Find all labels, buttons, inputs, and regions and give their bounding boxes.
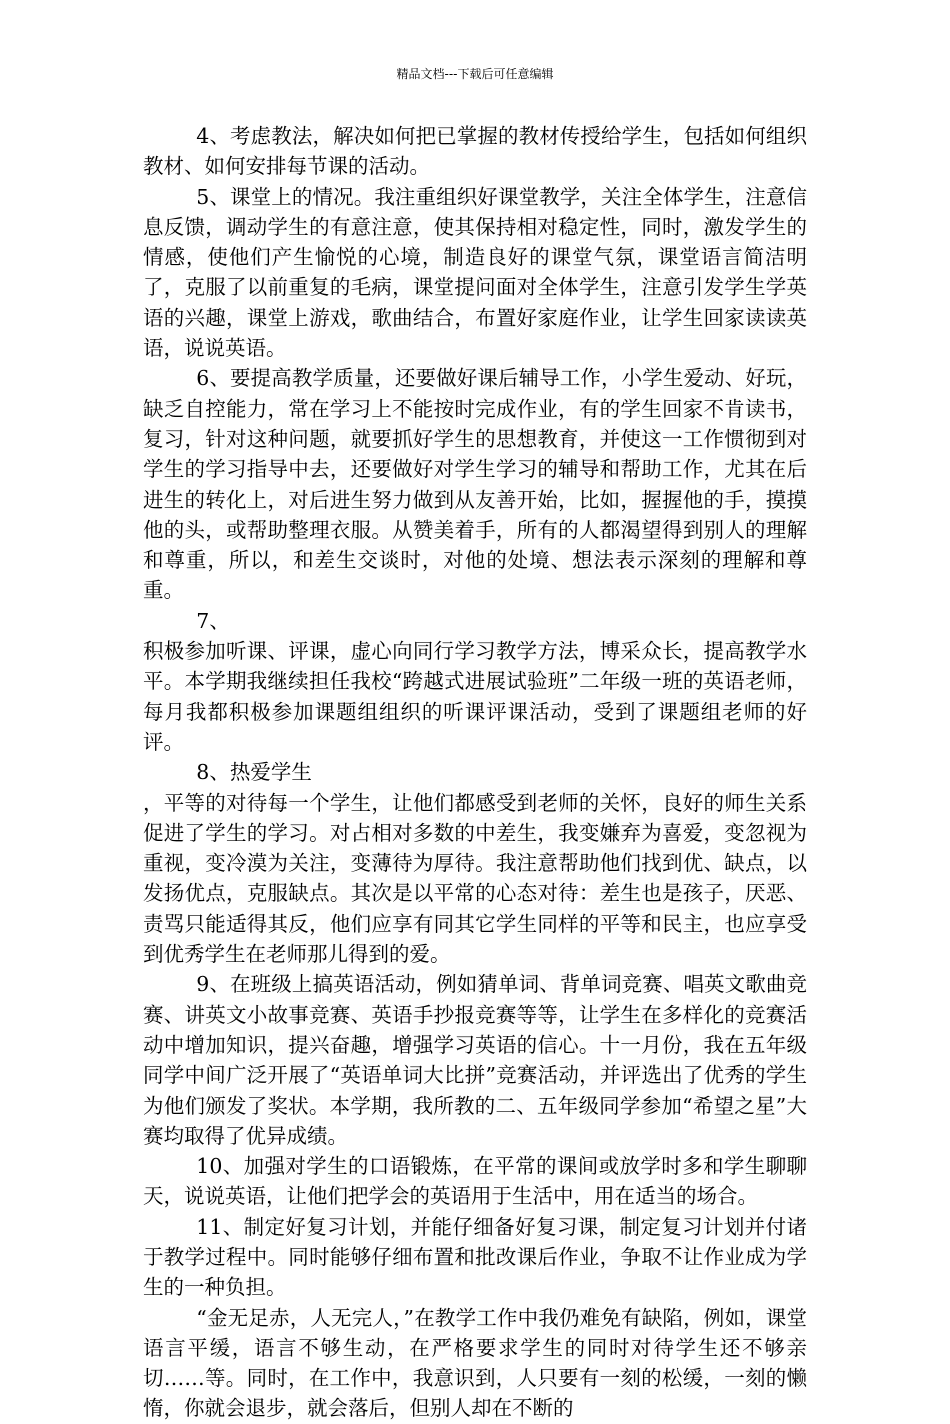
paragraph-item-6: 6、要提高教学质量，还要做好课后辅导工作，小学生爱动、好玩，缺乏自控能力，常在学习上不能按时完成作业，有的学生回家不肯读书，复习，针对这种问题，就要抓好学生的思想教育，并使这一工作惯彻到对学生的学习指导中去，还要做好对学生学习的辅导和帮助工作，尤其在后进生的转化上，对后进生努力做到从友善开始，比如，握握他的手，摸摸他的头，或帮助整理衣服。从赞美着手，所有的人都渴望得到别人的理解和尊重，所以，和差生交谈时，对他的处境、想法表示深刻的理解和尊重。 [143, 366, 807, 603]
paragraph-item-9: 9、在班级上搞英语活动，例如猜单词、背单词竞赛、唱英文歌曲竞赛、讲英文小故事竞赛、英语手抄报竞赛等等，让学生在多样化的竞赛活动中增加知识，提兴奋趣，增强学习英语的信心。十一月份，我在五年级同学中间广泛开展了“英语单词大比拼”竞赛活动，并评选出了优秀的学生为他们颁发了奖状。本学期，我所教的二、五年级同学参加“希望之星”大赛均取得了优异成绩。 [143, 972, 807, 1148]
paragraph-item-8-body: ，平等的对待每一个学生，让他们都感受到老师的关怀，良好的师生关系促进了学生的学习。对占相对多数的中差生，我变嫌弃为喜爱，变忽视为重视，变冷漠为关注，变薄待为厚待。我注意帮助他们找到优、缺点，以发扬优点，克服缺点。其次是以平常的心态对待：差生也是孩子，厌恶、责骂只能适得其反，他们应享有同其它学生同样的平等和民主，也应享受到优秀学生在老师那儿得到的爱。 [143, 790, 807, 967]
paragraph-item-11: 11、制定好复习计划，并能仔细备好复习课，制定复习计划并付诸于教学过程中。同时能够仔细布置和批改课后作业，争取不让作业成为学生的一种负担。 [143, 1214, 807, 1300]
paragraph-item-7-number: 7、 [196, 608, 230, 633]
document-body [143, 121, 807, 1424]
paragraph-item-5: 5、课堂上的情况。我注重组织好课堂教学，关注全体学生，注意信息反馈，调动学生的有意注意，使其保持相对稳定性，同时，激发学生的情感，使他们产生愉悦的心境，制造良好的课堂气氛，课堂语言简洁明了，克服了以前重复的毛病，课堂提问面对全体学生，注意引发学生学英语的兴趣，课堂上游戏，歌曲结合，布置好家庭作业，让学生回家读读英语，说说英语。 [143, 184, 807, 361]
page-header: 精品文档---下载后可任意编辑 [396, 67, 554, 81]
paragraph-closing: “金无足赤，人无完人，”在教学工作中我仍难免有缺陷，例如，课堂语言平缓，语言不够生动，在严格要求学生的同时对待学生还不够亲切……等。同时，在工作中，我意识到，人只要有一刻的松缓，一刻的懒惰，你就会退步，就会落后，但别人却在不断的 [143, 1305, 807, 1421]
paragraph-item-4: 4、考虑教法，解决如何把已掌握的教材传授给学生，包括如何组织教材、如何安排每节课的活动。 [143, 124, 807, 179]
paragraph-item-7-body: 积极参加听课、评课，虚心向同行学习教学方法，博采众长，提高教学水平。本学期我继续担任我校“跨越式进展试验班”二年级一班的英语老师，每月我都积极参加课题组组织的听课评课活动，受到了课题组老师的好评。 [143, 639, 807, 754]
paragraph-item-10: 10、加强对学生的口语锻炼，在平常的课间或放学时多和学生聊聊天，说说英语，让他们把学会的英语用于生活中，用在适当的场合。 [143, 1154, 807, 1209]
paragraph-item-8-heading: 8、热爱学生 [196, 760, 312, 785]
